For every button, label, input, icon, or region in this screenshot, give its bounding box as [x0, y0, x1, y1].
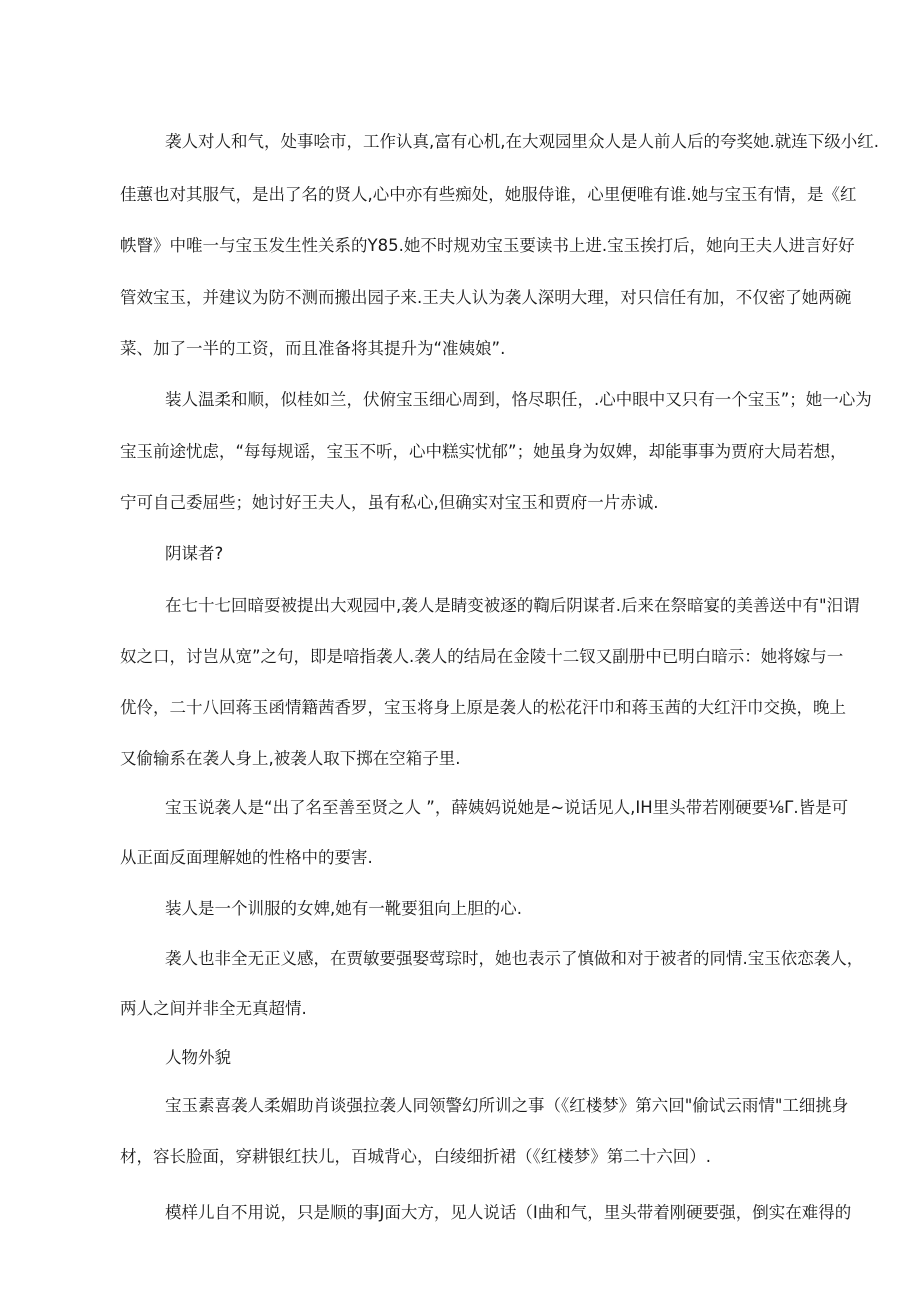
section-heading-appearance: 人物外貌: [165, 1048, 231, 1067]
paragraph-3-line-3: 优伶，二十八回蒋玉函情籍茜香罗，宝玉将身上原是袭人的松花汗巾和蒋玉茜的大红汗巾交换，晚上: [120, 698, 846, 717]
paragraph-2-line-3: 宁可自己委屈些；她讨好王夫人，虽有私心,但确实对宝玉和贾府一片赤诚.: [120, 493, 659, 512]
paragraph-1-line-5: 菜、加了一半的工资，而且准备将其提升为“准姨娘”.: [120, 339, 506, 358]
paragraph-1-line-3: 帙瞖》中唯一与宝玉发生性关系的Y85.她不时规劝宝玉要读书上进.宝玉挨打后，她向王夫人进言好好: [120, 236, 855, 255]
paragraph-4-line-1: 宝玉说袭人是“出了名至善至贤之人 ”，薛姨妈说她是~说话见人,IH里头带若刚硬要⅛Γ.皆是可: [165, 798, 849, 817]
paragraph-3-line-4: 又偷输系在袭人身上,被袭人取下掷在空箱子里.: [120, 749, 461, 768]
paragraph-8-line-1: 模样儿自不用说，只是顺的事J面大方，见人说话（I曲和气，里头带着刚硬要强，倒实在难得的: [165, 1203, 852, 1222]
paragraph-7-line-1: 宝玉素喜袭人柔媚助肖谈强拉袭人同领警幻所训之事（《红楼梦》第六回"偷试云雨情"工细挑身: [165, 1096, 849, 1115]
paragraph-1-line-2: 佳蕙也对其服气，是出了名的贤人,心中亦有些痴处，她服侍谁，心里便唯有谁.她与宝玉有情，是《红: [120, 185, 857, 204]
paragraph-6-line-2: 两人之间并非全无真超情.: [120, 999, 307, 1018]
paragraph-4-line-2: 从正面反面理解她的性格中的要害.: [120, 848, 373, 867]
paragraph-2-line-2: 宝玉前途忧虑，“每每规谣，宝玉不听，心中糕实忧郁”；她虽身为奴婢，却能事事为贾府大局若想，: [120, 442, 847, 461]
paragraph-5-line-1: 装人是一个训服的女婢,她有一靴要狙向上胆的心.: [165, 899, 522, 918]
section-heading-conspirator: 阴谋者?: [165, 544, 224, 563]
paragraph-1-line-4: 管效宝玉，并建议为防不测而搬出园子来.王夫人认为袭人深明大理，对只信任有加，不仅密了她两碗: [120, 288, 852, 307]
paragraph-6-line-1: 袭人也非全无正义感，在贾敏要强娶莺琮时，她也表示了慎做和对于被者的同情.宝玉依恋袭人，: [165, 949, 864, 968]
paragraph-2-line-1: 装人温柔和顺，似桂如兰，伏俯宝玉细心周到，恪尽职任，.心中眼中又只有一个宝玉”；她一心为: [165, 390, 872, 409]
paragraph-3-line-1: 在七十七回暗耍被提出大观园中,袭人是睛变被逐的鞫后阴谋者.后来在祭暗宴的美善送中有"汨谓: [165, 596, 860, 615]
paragraph-1-line-1: 袭人对人和气，处事哙市，工作认真,富有心机,在大观园里众人是人前人后的夸奖她.就连下级小红.: [165, 132, 879, 151]
paragraph-7-line-2: 材，容长脸面，穿耕银红扶儿，百城背心，白绫细折裙（《红楼梦》第二十六回）.: [120, 1147, 711, 1166]
paragraph-3-line-2: 奴之口，讨岂从宽”之句，即是喑指袭人.袭人的结局在金陵十二钗又副册中已明白暗示：她将嫁与一: [120, 647, 844, 666]
